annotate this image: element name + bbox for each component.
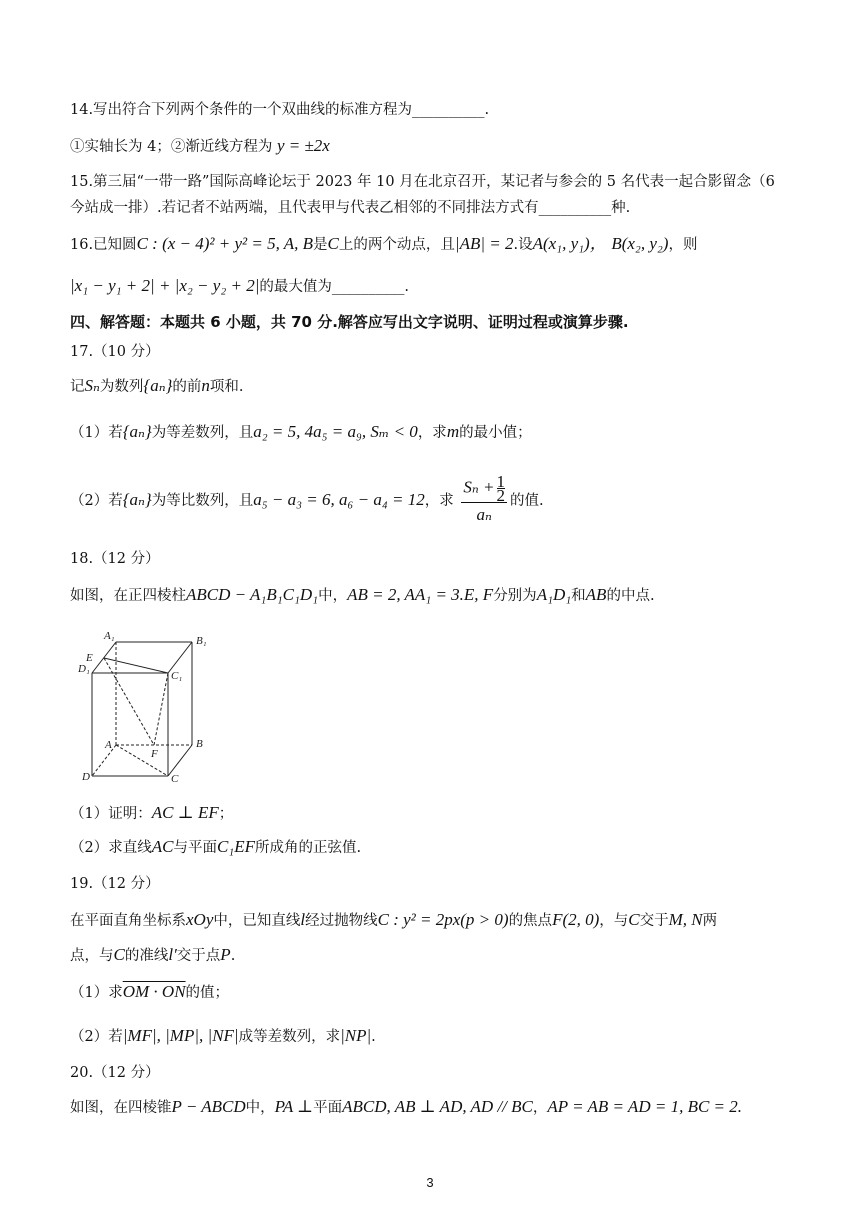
label-C1: C₁ (171, 670, 183, 682)
q17-fraction: Sₙ + $\frac{1}{2}$ aₙ (463, 472, 505, 524)
label-B: B (196, 738, 203, 750)
page-number: 3 (426, 1175, 434, 1190)
q19-line2: 点，与C的准线l′交于点P. (70, 945, 236, 964)
q18-part2: （2）求直线AC与平面C₁EF所成角的正弦值. (70, 837, 362, 856)
q17-intro: 记Sₙ为数列{aₙ}的前n项和. (70, 376, 244, 395)
q17-part2: （2）若{aₙ}为等比数列，且a₅ − a₃ = 6, a₆ − a₄ = 12，求 Sₙ + $\frac{1}{2}$ aₙ 的值. (70, 470, 544, 531)
q19-head: 19.（12 分） (70, 876, 160, 892)
label-D: D (82, 771, 90, 783)
q18-head: 18.（12 分） (70, 551, 160, 567)
label-C: C (171, 773, 179, 783)
q15-line2: 今站成一排）.若记者不站两端，且代表甲与代表乙相邻的不同排法方式有__________种. (70, 200, 631, 216)
label-A1: A₁ (104, 630, 115, 642)
label-B1: B₁ (196, 635, 207, 647)
q14-stem: 14.写出符合下列两个条件的一个双曲线的标准方程为__________. (70, 102, 490, 118)
q17-part1: （1）若{aₙ}为等差数列，且a₂ = 5, 4a₅ = a₉, Sₘ < 0，求m的最小值； (70, 422, 532, 441)
q19-part2: （2）若|MF|, |MP|, |NF|成等差数列，求|NP|. (70, 1026, 376, 1045)
label-D1: D₁ (78, 663, 90, 675)
q17-head: 17.（10 分） (70, 344, 160, 360)
label-E: E (86, 652, 93, 664)
section-heading: 四、解答题：本题共 6 小题，共 70 分.解答应写出文字说明、证明过程或演算步骤. (70, 313, 629, 331)
q19-line1: 在平面直角坐标系xOy中，已知直线l经过抛物线C : y² = 2px(p > 0)的焦点F(2, 0)，与C交于M, N两 (70, 910, 718, 929)
q19-part1: （1）求OM · ON的值； (70, 982, 230, 1001)
q16-line1: 16.已知圆C : (x − 4)² + y² = 5, A, B是C上的两个动点，且|AB| = 2.设A(x₁, y₁)， B(x₂, y₂)，则 (70, 234, 698, 253)
q18-part1: （1）证明：AC ⊥ EF； (70, 803, 234, 822)
q15-line1: 15.第三届“一带一路”国际高峰论坛于 2023 年 10 月在北京召开，某记者与参会的 5 名代表一起合影留念（6 (70, 174, 775, 190)
label-A: A (105, 739, 112, 751)
label-F: F (151, 748, 158, 760)
q20-line1: 如图，在四棱锥P − ABCD中，PA ⊥平面ABCD, AB ⊥ AD, AD // BC，AP = AB = AD = 1, BC = 2. (70, 1097, 743, 1116)
q14-conditions: ①实轴长为 4；②渐近线方程为 y = ±2x (70, 136, 330, 155)
q16-line2: |x₁ − y₁ + 2| + |x₂ − y₂ + 2|的最大值为__________. (70, 276, 409, 295)
dot-product: OM · ON (122, 982, 186, 1001)
q18-stem: 如图，在正四棱柱ABCD − A₁B₁C₁D₁中，AB = 2, AA₁ = 3.E, F分别为A₁D₁和AB的中点. (70, 585, 655, 604)
q20-head: 20.（12 分） (70, 1065, 160, 1081)
prism-figure (78, 628, 218, 783)
